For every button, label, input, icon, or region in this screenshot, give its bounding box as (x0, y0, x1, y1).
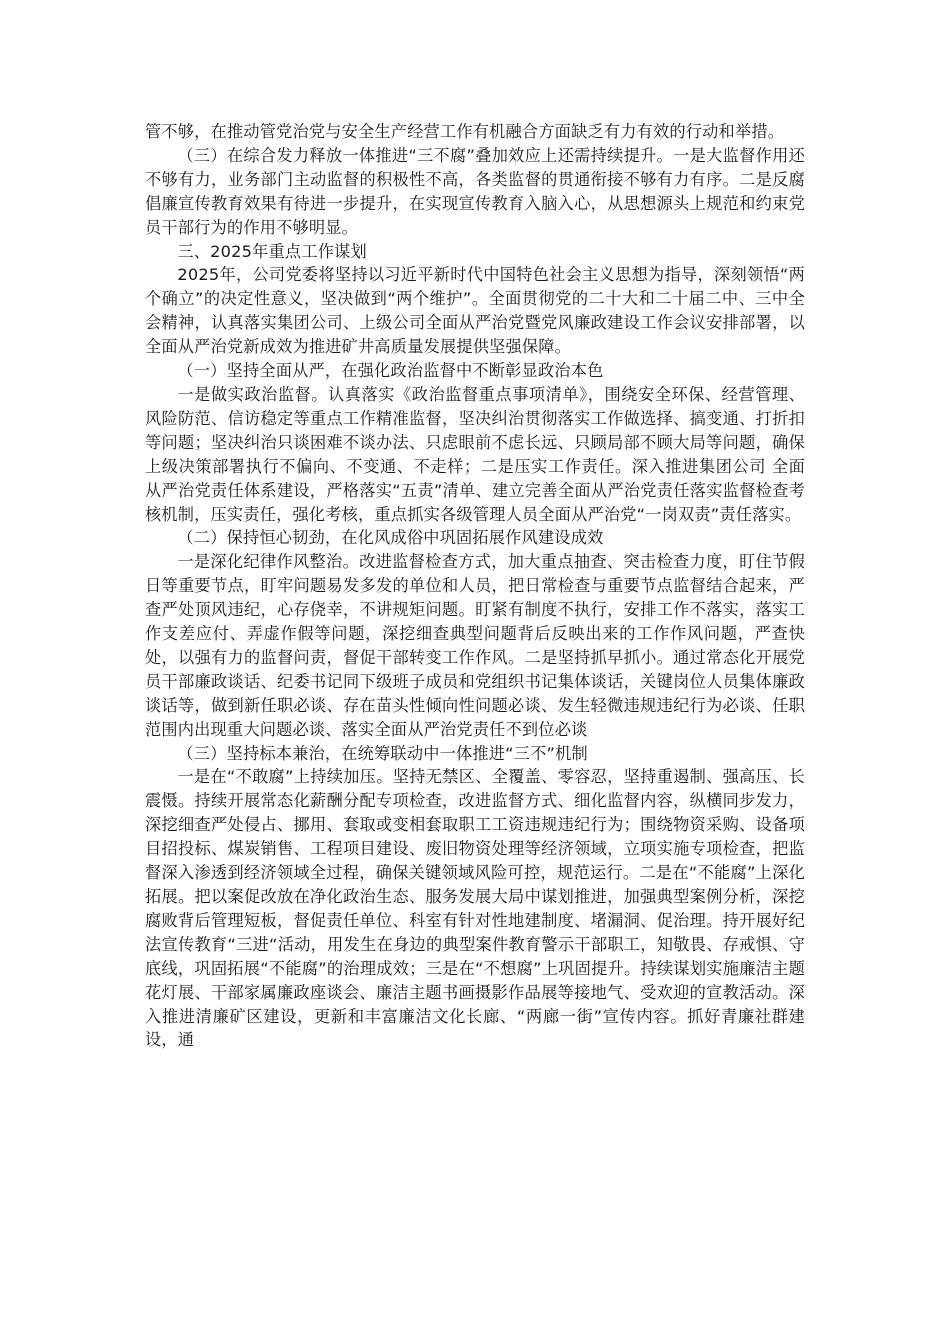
paragraph-work-style: 一是深化纪律作风整治。改进监督检查方式，加大重点抽查、突击检查力度，盯住节假日等重要节点，盯牢问题易发多发的单位和人员，把日常检查与重要节点监督结合起来，严查严处顶风违纪，心存侥幸，不讲规矩问题。盯紧有制度不执行，安排工作不落实，落实工作支差应付、弄虚作假等问题，深挖细查典型问题背后反映出来的工作作风问题，严查快处，以强有力的监督问责，督促干部转变工作作风。二是坚持抓早抓小。通过常态化开展党员干部廉政谈话、纪委书记同下级班子成员和党组织书记集体谈话，关键岗位人员集体廉政谈话等，做到新任职必谈、存在苗头性倾向性问题必谈、发生轻微违规违纪行为必谈、任职范围内出现重大问题必谈、落实全面从严治党责任不到位必谈 (145, 552, 805, 739)
paragraph-political-supervision: 一是做实政治监督。认真落实《政治监督重点事项清单》，围绕安全环保、经营管理、风险防范、信访稳定等重点工作精准监督，坚决纠治贯彻落实工作做选择、搞变通、打折扣等问题；坚决纠治只谈困难不谈办法、只虑眼前不虑长远、只顾局部不顾大局等问题，确保上级决策部署执行不偏向、不变通、不走样；二是压实工作责任。深入推进集团公司 全面从严治党责任体系建设，严格落实“五责”清单、建立完善全面从严治党责任落实监督检查考核机制，压实责任，强化考核，重点抓实各级管理人员全面从严治党“一岗双责”责任落实。 (145, 384, 805, 524)
paragraph-2025-intro: 2025年，公司党委将坚持以习近平新时代中国特色社会主义思想为指导，深刻领悟“两个确立”的决定性意义，坚决做到“两个维护”。全面贯彻党的二十大和二十届二中、三中全会精神，认真落实集团公司、上级公司全面从严治党暨党风廉政建设工作会议安排部署，以全面从严治党新成效为推进矿井高质量发展提供坚强保障。 (145, 265, 805, 357)
subheading-2: （二）保持恒心韧劲，在化风成俗中巩固拓展作风建设成效 (177, 528, 604, 548)
subheading-1: （一）坚持全面从严，在强化政治监督中不断彰显政治本色 (177, 361, 604, 381)
paragraph-continuation: 管不够，在推动管党治党与安全生产经营工作有机融合方面缺乏有力有效的行动和举措。 (145, 122, 785, 141)
paragraph-three-no: 一是在“不敢腐”上持续加压。坚持无禁区、全覆盖、零容忍，坚持重遏制、强高压、长震慑。持续开展常态化薪酬分配专项检查，改进监督方式、细化监督内容，纵横同步发力，深挖细查严处侵占、挪用、套取或变相套取职工工资违规违纪行为；围绕物资采购、设备项目招投标、煤炭销售、工程项目建设、废旧物资处理等经济领域，立项实施专项检查，把监督深入渗透到经济领域全过程，确保关键领域风险可控，规范运行。二是在“不能腐”上深化拓展。把以案促改放在净化政治生态、服务发展大局中谋划推进，加强典型案例分析，深挖腐败背后管理短板，督促责任单位、科室有针对性地建制度、堵漏洞、促治理。持开展好纪法宣传教育“三进“活动，用发生在身边的典型案件教育警示干部职工，知敬畏、存戒惧、守底线，巩固拓展“不能腐”的治理成效；三是在“不想腐”上巩固提升。持续谋划实施廉洁主题花灯展、干部家属廉政座谈会、廉洁主题书画摄影作品展等接地气、受欢迎的宣教活动。深入推进清廉矿区建设，更新和丰富廉洁文化长廊、“两廊一街”宣传内容。抓好青廉社群建设，通 (145, 767, 805, 1050)
subheading-3: （三）坚持标本兼治，在统筹联动中一体推进“三不”机制 (177, 743, 588, 763)
document-page (145, 120, 805, 1052)
paragraph-section-3: （三）在综合发力释放一体推进“三不腐”叠加效应上还需持续提升。一是大监督作用还不够有力，业务部门主动监督的积极性不高，各类监督的贯通衔接不够有力有序。二是反腐倡廉宣传教育效果有待进一步提升，在实现宣传教育入脑入心，从思想源头上规范和约束党员干部行为的作用不够明显。 (145, 145, 805, 237)
section-heading-2025-plan: 三、2025年重点工作谋划 (177, 241, 367, 261)
